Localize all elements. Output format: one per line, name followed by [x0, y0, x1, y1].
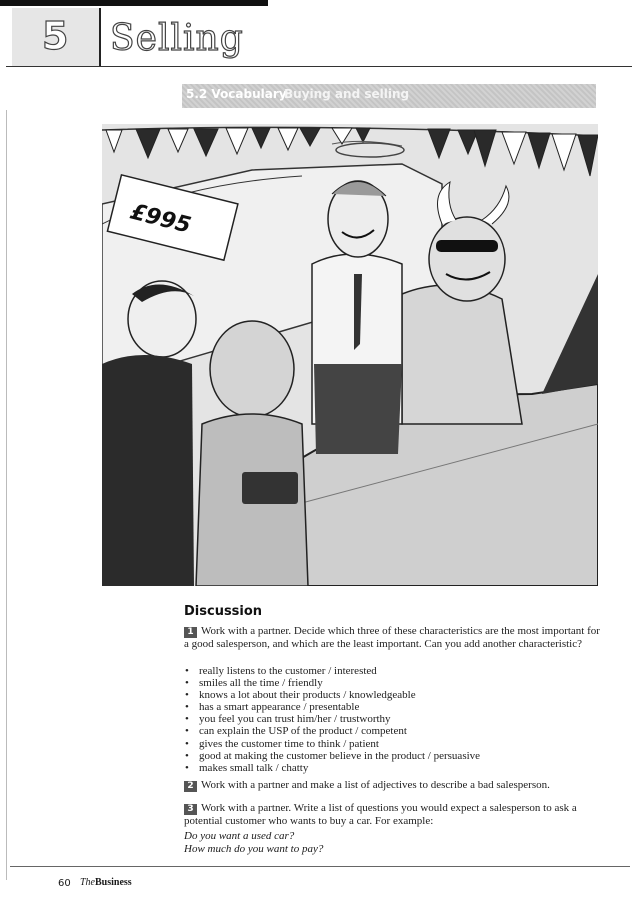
example-question-1: Do you want a used car?: [184, 830, 295, 842]
unit-number: 5: [42, 14, 70, 58]
list-item: • makes small talk / chatty: [184, 762, 604, 774]
page-margin-line: [6, 110, 7, 880]
task-2-paragraph: [184, 779, 604, 792]
list-item: • knows a lot about their products / knowledgeable: [184, 689, 604, 701]
task-1-paragraph: [184, 625, 604, 651]
price-tag-text: £995: [127, 199, 194, 239]
task-3-text: Work with a partner. Write a list of questions you would expect a salesperson to ask a potential customer who wants to buy a car. For example:: [184, 802, 577, 827]
list-item: • really listens to the customer / interested: [184, 665, 604, 677]
list-item: • gives the customer time to think / patient: [184, 738, 604, 750]
task-1-text: Work with a partner. Decide which three of these characteristics are the most important for a good salesperson, and which are the least important. Can you add another characteristic?: [184, 625, 600, 650]
list-item: • good at making the customer believe in the product / persuasive: [184, 750, 604, 762]
car-showroom-illustration: [102, 124, 598, 586]
list-item: • can explain the USP of the product / competent: [184, 725, 604, 737]
discussion-heading: Discussion: [184, 604, 263, 619]
footer-rule: [10, 866, 630, 867]
example-question-2: How much do you want to pay?: [184, 843, 324, 855]
footer-brand-the: The: [80, 877, 95, 888]
footer-brand: [80, 877, 132, 888]
list-item: • smiles all the time / friendly: [184, 677, 604, 689]
task-1-number: 1: [184, 627, 197, 638]
task-2-number: 2: [184, 781, 197, 792]
unit-title: Selling: [110, 18, 244, 59]
top-rule: [0, 0, 268, 6]
list-item: • has a smart appearance / presentable: [184, 701, 604, 713]
section-label: 5.2 Vocabulary: [186, 87, 287, 101]
task-2-text: Work with a partner and make a list of adjectives to describe a bad salesperson.: [201, 779, 550, 791]
header-rule: [6, 66, 632, 67]
characteristics-list: [184, 665, 604, 774]
task-3-number: 3: [184, 804, 197, 815]
footer-brand-name: Business: [95, 877, 132, 888]
header-divider: [99, 8, 101, 66]
section-subtitle: Buying and selling: [284, 87, 410, 101]
page-number: 60: [58, 878, 71, 889]
task-3-paragraph: [184, 802, 604, 828]
list-item: • you feel you can trust him/her / trustworthy: [184, 713, 604, 725]
